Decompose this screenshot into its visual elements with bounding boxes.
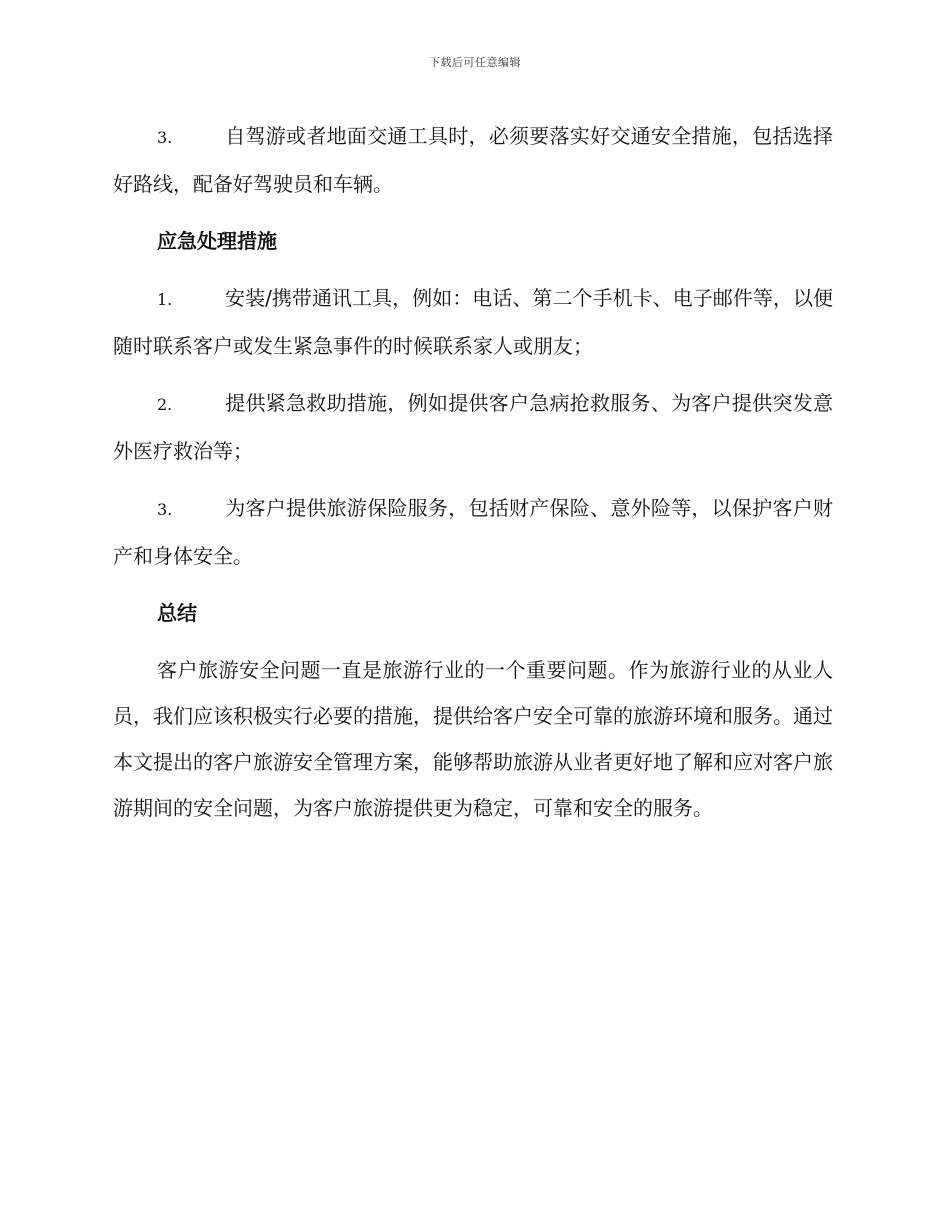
list-item xyxy=(113,380,833,474)
section-heading-summary: 总结 xyxy=(157,601,197,625)
document-body xyxy=(113,113,833,842)
list-number: 1. xyxy=(157,290,173,309)
list-number: 2. xyxy=(157,395,173,414)
list-number: 3. xyxy=(157,500,173,519)
list-item xyxy=(113,275,833,369)
list-item xyxy=(113,485,833,579)
list-item-text: 安装/携带通讯工具，例如：电话、第二个手机卡、电子邮件等，以便随时联系客户或发生紧急事件的时候联系家人或朋友； xyxy=(113,286,833,358)
list-number: 3. xyxy=(157,128,173,147)
page-header: 下载后可任意编辑 xyxy=(429,56,521,69)
section-heading-emergency: 应急处理措施 xyxy=(157,229,277,253)
summary-paragraph: 客户旅游安全问题一直是旅游行业的一个重要问题。作为旅游行业的从业人员，我们应该积极实行必要的措施，提供给客户安全可靠的旅游环境和服务。通过本文提出的客户旅游安全管理方案，能够帮助旅游从业者更好地了解和应对客户旅游期间的安全问题，为客户旅游提供更为稳定，可靠和安全的服务。 xyxy=(113,658,833,820)
list-item-text: 提供紧急救助措施，例如提供客户急病抢救服务、为客户提供突发意外医疗救治等； xyxy=(113,391,833,463)
list-item xyxy=(113,113,833,207)
list-item-text: 为客户提供旅游保险服务，包括财产保险、意外险等，以保护客户财产和身体安全。 xyxy=(113,496,833,568)
list-item-text: 自驾游或者地面交通工具时，必须要落实好交通安全措施，包括选择好路线，配备好驾驶员和车辆。 xyxy=(113,124,833,196)
